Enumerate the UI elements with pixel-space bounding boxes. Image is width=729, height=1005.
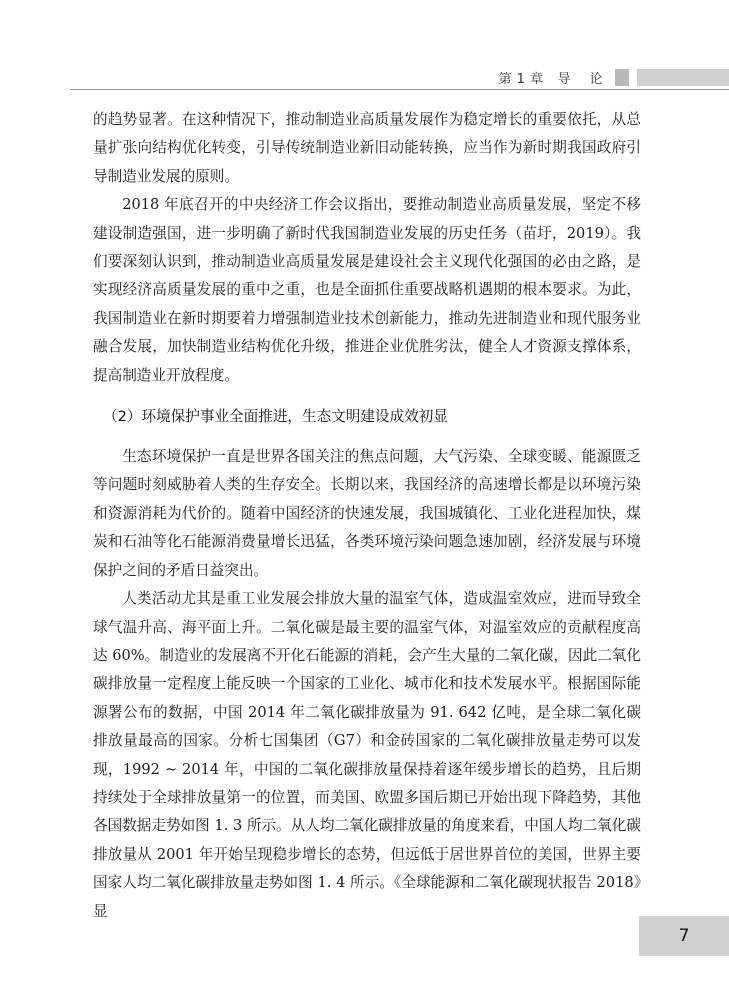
- page-number: 7: [639, 916, 729, 956]
- paragraph-co2-emissions: 人类活动尤其是重工业发展会排放大量的温室气体，造成温室效应，进而导致全球气温升高、海平面上升。二氧化碳是最主要的温室气体，对温室效应的贡献程度高达 60%。制造业的发展离不开化石能源的消耗，会产生大量的二氧化碳，因此二氧化碳排放量一定程度上能反映一个国家的工业化、城市化和技术发展水平。根据国际能源署公布的数据，中国 2014 年二氧化碳排放量为 91. 642 亿吨，是全球二氧化碳排放量最高的国家。分析七国集团（G7）和金砖国家的二氧化碳排放量走势可以发现，1992 ~ 2014 年，中国的二氧化碳排放量保持着逐年缓步增长的趋势，且后期持续处于全球排放量第一的位置，而美国、欧盟多国后期已开始出现下降趋势，其他各国数据走势如图 1. 3 所示。从人均二氧化碳排放量的角度来看，中国人均二氧化碳排放量从 2001 年开始呈现稳步增长的态势，但远低于居世界首位的美国，世界主要国家人均二氧化碳排放量走势如图 1. 4 所示。《全球能源和二氧化碳现状报告 2018》显: [93, 590, 641, 920]
- section-heading: （2）环境保护事业全面推进，生态文明建设成效初显: [103, 408, 448, 426]
- paragraph-continuation: 的趋势显著。在这种情况下，推动制造业高质量发展作为稳定增长的重要依托，从总量扩张向结构优化转变，引导传统制造业新旧动能转换，应当作为新时期我国政府引导制造业发展的原则。: [93, 111, 641, 185]
- header-accent-bar: [637, 69, 729, 86]
- paragraph-economic-work-conference: 2018 年底召开的中央经济工作会议指出，要推动制造业高质量发展，坚定不移建设制造强国，进一步明确了新时代我国制造业发展的历史任务（苗圩，2019）。我们要深刻认识到，推动制造业高质量发展是建设社会主义现代化强国的必由之路，是实现经济高质量发展的重中之重，也是全面抓住重要战略机遇期的根本要求。为此，我国制造业在新时期要着力增强制造业技术创新能力，推动先进制造业和现代服务业融合发展，加快制造业结构优化升级，推进企业优胜劣汰，健全人才资源支撑体系，提高制造业开放程度。: [93, 196, 641, 384]
- paragraph-environment-protection: 生态环境保护一直是世界各国关注的焦点问题，大气污染、全球变暖、能源匮乏等问题时刻威胁着人类的生存安全。长期以来，我国经济的高速增长都是以环境污染和资源消耗为代价的。随着中国经济的快速发展，我国城镇化、工业化进程加快，煤炭和石油等化石能源消费量增长迅猛，各类环境污染问题急速加剧，经济发展与环境保护之间的矛盾日益突出。: [93, 448, 641, 579]
- running-header: [70, 66, 729, 92]
- page-body: [93, 106, 641, 926]
- header-rule: [70, 89, 729, 90]
- chapter-title: 第 1 章 导 论: [498, 72, 603, 87]
- header-accent-stripe: [615, 69, 629, 86]
